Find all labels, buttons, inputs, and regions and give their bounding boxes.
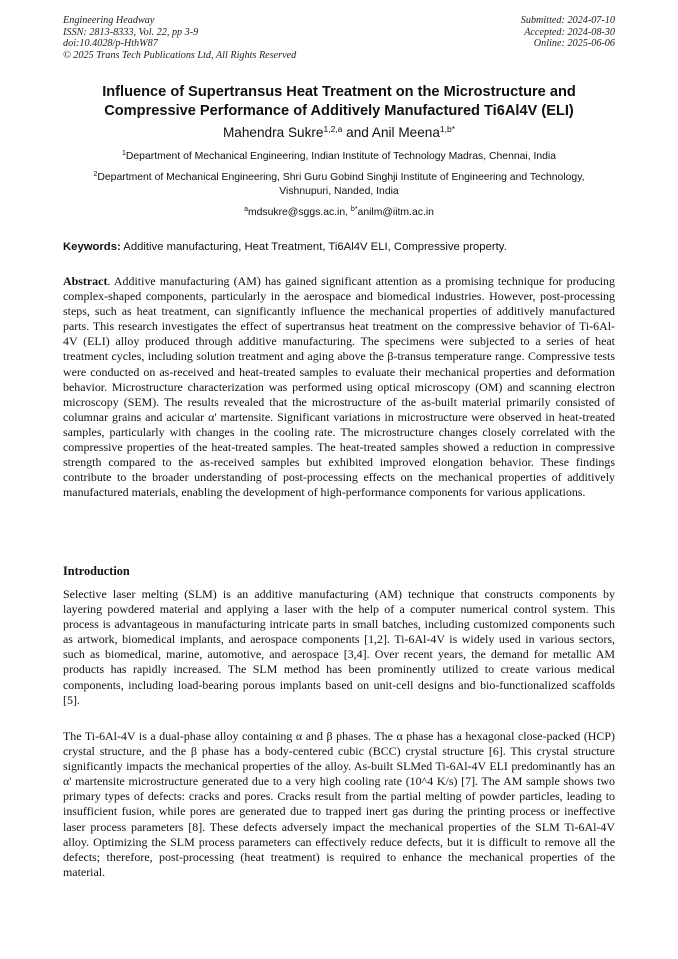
abstract-label: Abstract bbox=[63, 274, 108, 288]
abstract-text: . Additive manufacturing (AM) has gained significant attention as a promising technique for producing complex-shaped components, particularly in the aerospace and biomedical industries. However, post-processing steps, such as heat treatment, can significantly influence the mechanical properties of additively manufactured parts. This research investigates the effect of supertransus heat treatment on the compressive behavior of Ti-6Al-4V (ELI) alloy produced through additive manufacturing. The specimens were subjected to a series of heat treatment cycles, including solution treatment and aging above the β-transus temperature range. Compressive tests were conducted on as-received and heat-treated samples to evaluate their mechanical properties and deformation behavior. Microstructure characterization was performed using optical microscopy (OM) and scanning electron microscopy (SEM). The results revealed that the microstructure of the as-built material primarily consisted of columnar grains and acicular α' martensite. Significant variations in microstructure were observed in heat-treated samples, particularly with changes in the cooling rate. The microstructure changes closely correlated with the compressive properties of the heat-treated samples. The heat-treated samples showed a reduction in compressive strength compared to the as-received samples but exhibited improved elongation behavior. These findings contribute to the broader understanding of post-processing effects on the mechanical properties of additively manufactured materials, enabling the development of high-performance components for various applications. bbox=[63, 274, 615, 500]
author-1: Mahendra Sukre bbox=[222, 125, 324, 140]
affiliation-2-line-1: Department of Mechanical Engineering, Shri Guru Gobind Singhji Institute of Engineering and Technology, bbox=[97, 172, 585, 183]
issn: ISSN: 2813-8333, Vol. 22, pp 3-9 bbox=[63, 26, 199, 38]
email-a-mark: a bbox=[244, 206, 248, 213]
copyright: © 2025 Trans Tech Publications Ltd, All Rights Reserved bbox=[63, 49, 297, 61]
introduction-paragraph-1: Selective laser melting (SLM) is an additive manufacturing (AM) technique that constructs components by layering powdered material and applying a laser with the help of a computer numerical control system. This process is advantageous in manufacturing intricate parts in small batches, including customized components such as artwork, biomedical implants, and aerospace components [1,2]. Ti-6Al-4V is widely used in various sectors, such as biomedical, marine, automotive, and aerospace [3,4]. Over recent years, the demand for metallic AM products has rapidly increased. The SLM method has been prominently utilized to create various medical components, including load-bearing porous implants based on unit-cell designs and bio-functionalized scaffolds [5]. bbox=[63, 587, 615, 707]
email-b[interactable]: anilm@iitm.ac.in bbox=[357, 207, 434, 218]
affiliation-1-mark: 1 bbox=[121, 150, 126, 157]
author-conjunction: and bbox=[342, 125, 372, 140]
email-b-mark: b* bbox=[350, 206, 358, 213]
author-list bbox=[40, 124, 638, 141]
affiliation-2-mark: 2 bbox=[93, 171, 98, 178]
introduction-paragraph-2: The Ti-6Al-4V is a dual-phase alloy containing α and β phases. The α phase has a hexagonal close-packed (HCP) crystal structure, and the β phase has a body-centered cubic (BCC) crystal structure [6]. This crystal structure significantly impacts the mechanical properties of the alloy. As-built SLMed Ti-6Al-4V ELI predominantly has an α' martensite microstructure generated due to a very high cooling rate (10^4 K/s) [7]. The AM sample shows two primary types of defects: cracks and pores. Cracks result from the partial melting of powder particles, leading to insufficient fusion, while pores are generated due to trapped inert gas during the printing process or ineffective laser process parameters [8]. These defects adversely impact the mechanical properties of the SLM Ti-6Al-4V alloy. Optimizing the SLM process parameters can effectively reduce defects, but it is difficult to remove all the defects; therefore, post-processing (heat treatment) is required to enhance the mechanical properties of the material. bbox=[63, 729, 615, 879]
author-2: Anil Meena bbox=[371, 125, 440, 140]
title-line-2: Compressive Performance of Additively Manufactured Ti6Al4V (ELI) bbox=[104, 102, 574, 119]
keywords bbox=[63, 240, 623, 254]
affiliation-2-line-2: Vishnupuri, Nanded, India bbox=[279, 186, 399, 197]
affiliation-1-text: Department of Mechanical Engineering, Indian Institute of Technology Madras, Chennai, India bbox=[125, 151, 557, 162]
online-date: Online: 2025-06-06 bbox=[533, 38, 615, 50]
author-2-affiliation: 1,b* bbox=[439, 124, 456, 134]
affiliation-1 bbox=[55, 150, 623, 164]
paper-title bbox=[40, 83, 638, 120]
abstract bbox=[63, 274, 615, 500]
journal-info bbox=[63, 15, 296, 61]
journal-name: Engineering Headway bbox=[63, 15, 155, 26]
introduction-heading: Introduction bbox=[63, 564, 130, 578]
title-line-1: Influence of Supertransus Heat Treatment on the Microstructure and bbox=[102, 84, 576, 100]
keywords-text: Additive manufacturing, Heat Treatment, Ti6Al4V ELI, Compressive property. bbox=[120, 241, 507, 253]
author-1-affiliation: 1,2,a bbox=[323, 124, 343, 134]
submitted-date: Submitted: 2024-07-10 bbox=[520, 15, 615, 26]
affiliation-2 bbox=[55, 171, 623, 199]
author-emails bbox=[55, 206, 623, 220]
email-a[interactable]: mdsukre@sggs.ac.in, bbox=[247, 207, 351, 218]
publication-dates bbox=[521, 15, 615, 50]
keywords-label: Keywords: bbox=[63, 241, 121, 253]
doi: doi:10.4028/p-HthW87 bbox=[63, 38, 158, 50]
accepted-date: Accepted: 2024-08-30 bbox=[524, 26, 615, 38]
